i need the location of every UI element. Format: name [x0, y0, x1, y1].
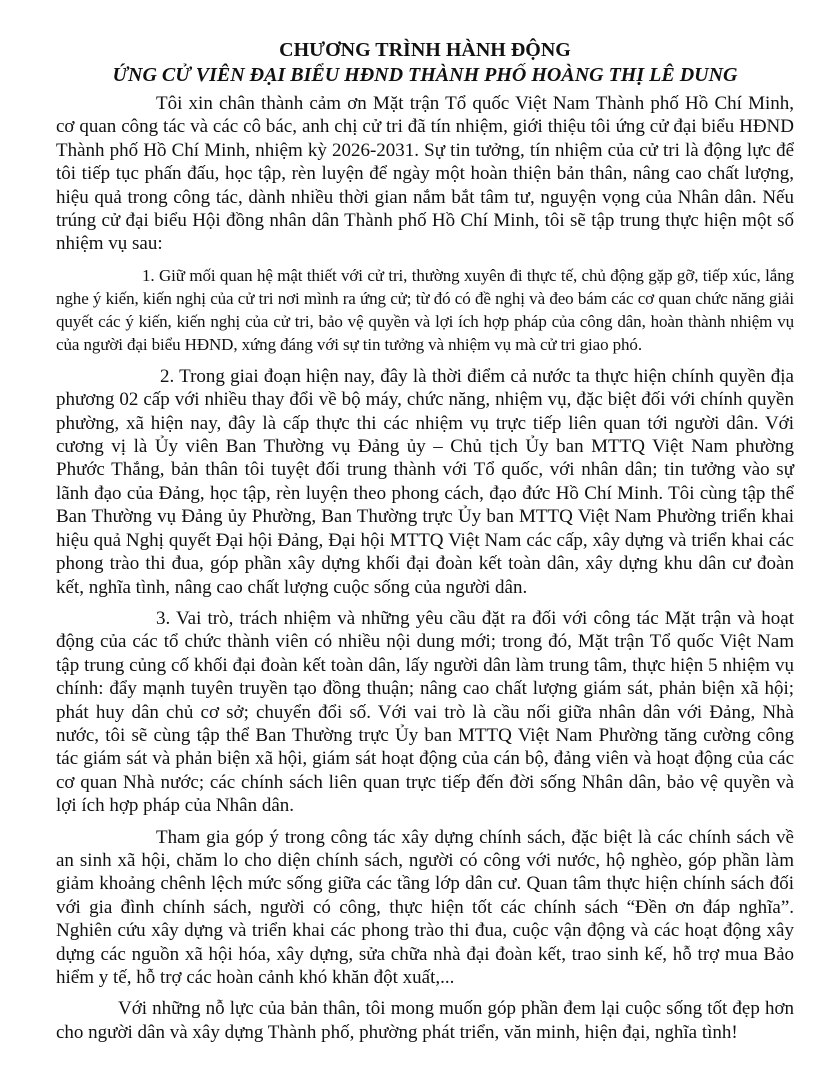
- document-subtitle: ỨNG CỬ VIÊN ĐẠI BIỂU HĐND THÀNH PHỐ HOÀNG THỊ LÊ DUNG: [112, 64, 738, 86]
- task-item-3: 3. Vai trò, trách nhiệm và những yêu cầu đặt ra đối với công tác Mặt trận và hoạt động của các tổ chức thành viên có nhiều nội dung mới; trong đó, Mặt trận Tổ quốc Việt Nam tập trung củng cố khối đại đoàn kết toàn dân, lấy người dân làm trung tâm, thực hiện 5 nhiệm vụ chính: đẩy mạnh tuyên truyền tạo đồng thuận; nâng cao chất lượng giám sát, phản biện xã hội; phát huy dân chủ cơ sở; chuyển đổi số. Với vai trò là cầu nối giữa nhân dân với Đảng, Nhà nước, tôi sẽ cùng tập thể Ban Thường trực Ủy ban MTTQ Việt Nam Phường tăng cường công tác giám sát và phản biện xã hội, giám sát hoạt động của cán bộ, đảng viên và hoạt động của các cơ quan Nhà nước; các chính sách liên quan trực tiếp đến đời sống Nhân dân, bảo vệ quyền và lợi ích hợp pháp của Nhân dân.: [56, 607, 794, 817]
- policy-paragraph: Tham gia góp ý trong công tác xây dựng chính sách, đặc biệt là các chính sách về an sinh xã hội, chăm lo cho diện chính sách, người có công với nước, hộ nghèo, góp phần làm giảm khoảng chênh lệch mức sống giữa các tầng lớp dân cư. Quan tâm thực hiện chính sách đối với gia đình chính sách, người có công, thực hiện tốt các chính sách “Đền ơn đáp nghĩa”. Nghiên cứu xây dựng và triển khai các phong trào thi đua, cuộc vận động và các hoạt động xây dựng các nguồn xã hội hóa, xây dựng, sửa chữa nhà đại đoàn kết, trao sinh kế, hỗ trợ mua Bảo hiểm y tế, hỗ trợ các hoàn cảnh khó khăn đột xuất,...: [56, 826, 794, 988]
- document-title: CHƯƠNG TRÌNH HÀNH ĐỘNG: [279, 39, 571, 61]
- task-item-1: 1. Giữ mối quan hệ mật thiết với cử tri, thường xuyên đi thực tế, chủ động gặp gỡ, tiếp xúc, lắng nghe ý kiến, kiến nghị của cử tri nơi mình ra ứng cử; từ đó có đề nghị và đeo bám các cơ quan chức năng giải quyết các ý kiến, kiến nghị của cử tri, bảo vệ quyền và lợi ích hợp pháp của công dân, hoàn thành nhiệm vụ của người đại biểu HĐND, xứng đáng với sự tin tưởng và nhiệm vụ mà cử tri giao phó.: [56, 265, 794, 354]
- task-item-2: 2. Trong giai đoạn hiện nay, đây là thời điểm cả nước ta thực hiện chính quyền địa phương 02 cấp với nhiều thay đổi về bộ máy, chức năng, nhiệm vụ, đặc biệt đối với chính quyền phường, xã hiện nay, đây là cấp thực thi các nhiệm vụ trực tiếp liên quan tới người dân. Với cương vị là Ủy viên Ban Thường vụ Đảng ủy – Chủ tịch Ủy ban MTTQ Việt Nam phường Phước Thắng, bản thân tôi tuyệt đối trung thành với Tổ quốc, với nhân dân; tin tưởng vào sự lãnh đạo của Đảng, học tập, rèn luyện theo phong cách, đạo đức Hồ Chí Minh. Tôi cùng tập thể Ban Thường vụ Đảng ủy Phường, Ban Thường trực Ủy ban MTTQ Việt Nam Phường triển khai hiệu quả Nghị quyết Đại hội Đảng, Đại hội MTTQ Việt Nam các cấp, xây dựng và triển khai các phong trào thi đua, góp phần xây dựng khối đại đoàn kết toàn dân, xây dựng khu dân cư đoàn kết, nghĩa tình, nâng cao chất lượng cuộc sống của người dân.: [56, 365, 794, 598]
- closing-paragraph: Với những nỗ lực của bản thân, tôi mong muốn góp phần đem lại cuộc sống tốt đẹp hơn cho người dân và xây dựng Thành phố, phường phát triển, văn minh, hiện đại, nghĩa tình!: [56, 998, 794, 1043]
- intro-paragraph: Tôi xin chân thành cảm ơn Mặt trận Tổ quốc Việt Nam Thành phố Hồ Chí Minh, cơ quan công tác và các cô bác, anh chị cử tri đã tín nhiệm, giới thiệu tôi ứng cử đại biểu HĐND Thành phố Hồ Chí Minh, nhiệm kỳ 2026-2031. Sự tin tưởng, tín nhiệm của cử tri là động lực để tôi tiếp tục phấn đấu, học tập, rèn luyện để ngày một hoàn thiện bản thân, nâng cao chất lượng, hiệu quả trong công tác, dành nhiều thời gian nắm bắt tâm tư, nguyện vọng của Nhân dân. Nếu trúng cử đại biểu Hội đồng nhân dân Thành phố Hồ Chí Minh, tôi sẽ tập trung thực hiện một số nhiệm vụ sau:: [56, 93, 794, 255]
